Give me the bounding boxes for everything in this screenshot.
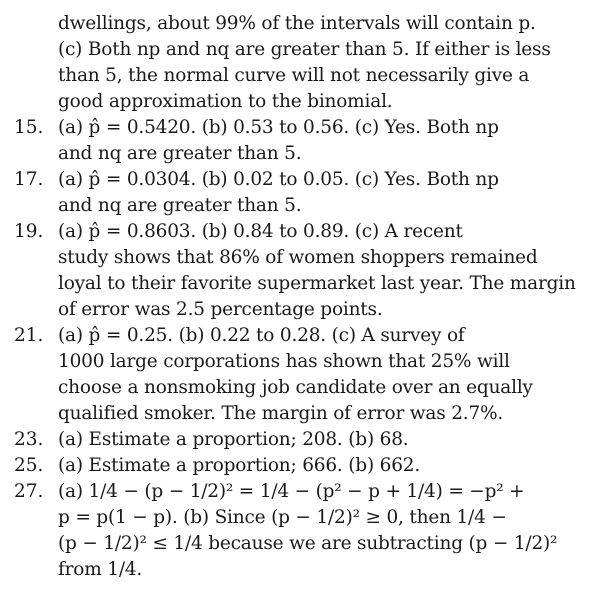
text-line: (a) Estimate a proportion; 666. (b) 662. bbox=[58, 455, 421, 476]
exercise-number: 23. bbox=[14, 429, 44, 450]
text-line: and nq are greater than 5. bbox=[58, 195, 302, 216]
text-line: good approximation to the binomial. bbox=[58, 91, 393, 112]
text-line: than 5, the normal curve will not necessarily give a bbox=[58, 65, 530, 86]
text-line: of error was 2.5 percentage points. bbox=[58, 299, 383, 320]
text-line: (a) p̂ = 0.0304. (b) 0.02 to 0.05. (c) Yes. Both np bbox=[58, 169, 499, 190]
exercise-number: 15. bbox=[14, 117, 44, 138]
text-line: loyal to their favorite supermarket last year. The margin bbox=[58, 273, 576, 294]
text-line: (a) Estimate a proportion; 208. (b) 68. bbox=[58, 429, 409, 450]
text-line: dwellings, about 99% of the intervals will contain p. bbox=[58, 13, 536, 34]
text-line: from 1/4. bbox=[58, 559, 143, 580]
text-line: (a) p̂ = 0.5420. (b) 0.53 to 0.56. (c) Yes. Both np bbox=[58, 117, 499, 138]
text-line: (c) Both np and nq are greater than 5. If either is less bbox=[58, 39, 551, 60]
text-line: p = p(1 − p). (b) Since (p − 1/2)² ≥ 0, then 1/4 − bbox=[58, 507, 507, 528]
text-line: choose a nonsmoking job candidate over an equally bbox=[58, 377, 533, 398]
exercise-number: 27. bbox=[14, 481, 44, 502]
text-line: 1000 large corporations has shown that 25% will bbox=[58, 351, 510, 372]
text-line: (a) p̂ = 0.8603. (b) 0.84 to 0.89. (c) A recent bbox=[58, 221, 463, 242]
text-line: qualified smoker. The margin of error was 2.7%. bbox=[58, 403, 504, 424]
text-line: and nq are greater than 5. bbox=[58, 143, 302, 164]
exercise-number: 25. bbox=[14, 455, 44, 476]
text-line: (a) p̂ = 0.25. (b) 0.22 to 0.28. (c) A survey of bbox=[58, 325, 465, 346]
exercise-number: 17. bbox=[14, 169, 44, 190]
exercise-number: 19. bbox=[14, 221, 44, 242]
text-line: (p − 1/2)² ≤ 1/4 because we are subtracting (p − 1/2)² bbox=[58, 533, 558, 554]
exercise-number: 21. bbox=[14, 325, 44, 346]
text-line: study shows that 86% of women shoppers remained bbox=[58, 247, 538, 268]
text-line: (a) 1/4 − (p − 1/2)² = 1/4 − (p² − p + 1/4) = −p² + bbox=[58, 481, 525, 502]
